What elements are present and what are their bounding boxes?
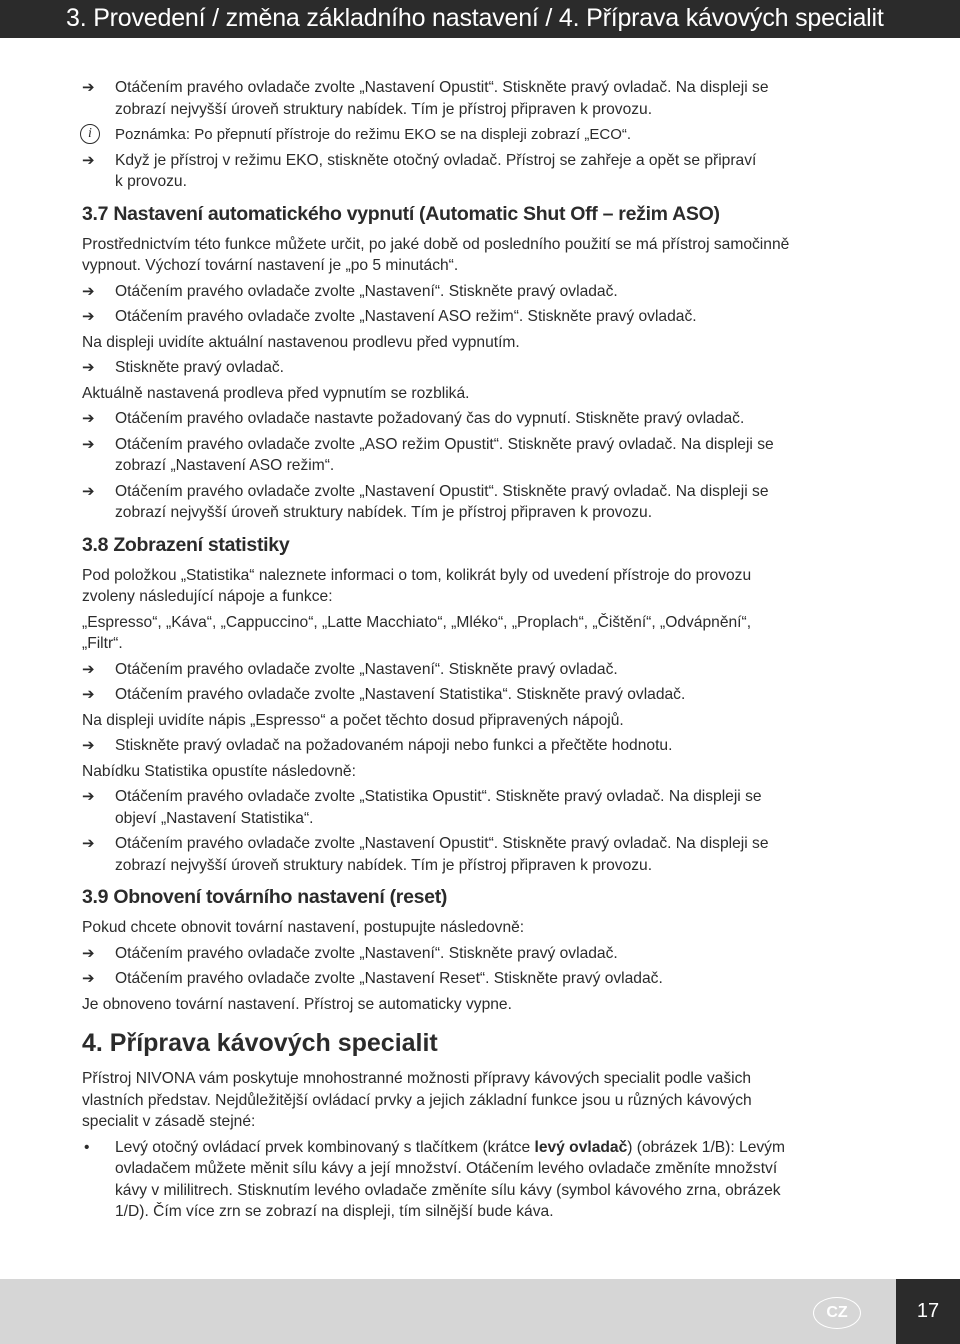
- page-content: [82, 77, 902, 1227]
- paragraph: Je obnoveno tovární nastavení. Přístroj se automaticky vypne.: [82, 995, 512, 1013]
- instruction-step: ➔ Otáčením pravého ovladače zvolte „Nastavení Reset“. Stiskněte pravý ovladač.: [82, 968, 902, 990]
- arrow-right-icon: ➔: [82, 659, 95, 678]
- arrow-right-icon: ➔: [82, 787, 95, 805]
- arrow-right-icon: ➔: [82, 434, 95, 453]
- arrow-right-icon: ➔: [82, 685, 95, 703]
- arrow-right-icon: ➔: [82, 78, 95, 96]
- arrow-right-icon: ➔: [82, 150, 95, 169]
- instruction-step: ➔ Otáčením pravého ovladače zvolte „Nastavení Statistika“. Stiskněte pravý ovladač.: [82, 684, 902, 706]
- instruction-step: ➔ Stiskněte pravý ovladač na požadovaném nápoji nebo funkci a přečtěte hodnotu.: [82, 735, 902, 757]
- chapter-heading-4: 4. Příprava kávových specialit: [82, 1029, 438, 1057]
- instruction-step: ➔ Otáčením pravého ovladače zvolte „Nastavení“. Stiskněte pravý ovladač.: [82, 281, 902, 303]
- arrow-right-icon: ➔: [82, 307, 95, 325]
- paragraph: Pokud chcete obnovit tovární nastavení, postupujte následovně:: [82, 919, 525, 936]
- page-footer: [0, 1279, 896, 1344]
- instruction-step: ➔ Otáčením pravého ovladače zvolte „Nastavení Opustit“. Stiskněte pravý ovladač. Na displeji se zobrazí nejvyšší úroveň struktury nabídek. Tím je přístroj připraven k provozu.: [82, 78, 769, 118]
- instruction-step: ➔ Otáčením pravého ovladače zvolte „Nastavení ASO režim“. Stiskněte pravý ovladač.: [82, 306, 902, 328]
- instruction-step: ➔ Otáčením pravého ovladače zvolte „Nastavení Opustit“. Stiskněte pravý ovladač. Na displeji se zobrazí nejvyšší úroveň struktury nabídek. Tím je přístroj připraven k provozu.: [82, 481, 769, 521]
- arrow-right-icon: ➔: [82, 969, 95, 987]
- info-icon: i: [80, 124, 100, 144]
- section-heading-3-9: 3.9 Obnovení továrního nastavení (reset): [82, 886, 448, 908]
- paragraph: Nabídku Statistika opustíte následovně:: [82, 762, 356, 780]
- arrow-right-icon: ➔: [82, 834, 95, 852]
- instruction-step: ➔ Otáčením pravého ovladače zvolte „Nastavení Opustit“. Stiskněte pravý ovladač. Na displeji se zobrazí nejvyšší úroveň struktury nabídek. Tím je přístroj připraven k provozu.: [82, 834, 769, 874]
- note: i Poznámka: Po přepnutí přístroje do režimu EKO se na displeji zobrazí „ECO“.: [82, 124, 902, 146]
- instruction-step: ➔ Stiskněte pravý ovladač.: [82, 357, 902, 379]
- arrow-right-icon: ➔: [82, 281, 95, 300]
- instruction-step: ➔ Otáčením pravého ovladače zvolte „Nastavení“. Stiskněte pravý ovladač.: [82, 659, 902, 681]
- paragraph: „Espresso“, „Káva“, „Cappuccino“, „Latte Macchiato“, „Mléko“, „Proplach“, „Čištění“, „Odvápnění“, „Filtr“.: [82, 613, 752, 652]
- arrow-right-icon: ➔: [82, 736, 95, 754]
- bold-term: levý ovladač: [534, 1138, 628, 1156]
- paragraph: Na displeji uvidíte nápis „Espresso“ a počet těchto dosud připravených nápojů.: [82, 711, 624, 729]
- paragraph: Přístroj NIVONA vám poskytuje mnohostranné možnosti přípravy kávových specialit podle vašich vlastních představ. Nejdůležitější ovládací prvky a jejich základní funkce jsou u různých kávových specialit v zásadě stejné:: [82, 1070, 752, 1130]
- paragraph: Pod položkou „Statistika“ naleznete informaci o tom, kolikrát byly od uvedení přístroje do provozu zvoleny následující nápoje a funkce:: [82, 566, 752, 605]
- arrow-right-icon: ➔: [82, 358, 95, 376]
- paragraph: Na displeji uvidíte aktuální nastavenou prodlevu před vypnutím.: [82, 333, 520, 351]
- paragraph: Prostřednictvím této funkce můžete určit, po jaké době od posledního použití se má přístroj samočinně vypnout. Výchozí tovární nastavení je „po 5 minutách“.: [82, 235, 790, 274]
- language-badge: CZ: [813, 1297, 861, 1329]
- paragraph: Aktuálně nastavená prodleva před vypnutím se rozbliká.: [82, 384, 470, 402]
- section-heading-3-7: 3.7 Nastavení automatického vypnutí (Automatic Shut Off – režim ASO): [82, 202, 720, 225]
- section-heading-3-8: 3.8 Zobrazení statistiky: [82, 533, 290, 556]
- arrow-right-icon: ➔: [82, 409, 95, 427]
- bullet-item: • Levý otočný ovládací prvek kombinovaný s tlačítkem (krátce levý ovladač) (obrázek 1/B): Levým ovladačem můžete měnit sílu kávy a její množství. Otáčením levého ovladače změníte množství kávy v mililitrech. Stisknutím levého ovladače změníte sílu kávy (symbol kávového zrna, obrázek 1/D). Čím více zrn se zobrazí na displeji, tím silnější bude káva.: [84, 1138, 785, 1220]
- header-title: 3. Provedení / změna základního nastavení / 4. Příprava kávových specialit: [66, 4, 884, 32]
- instruction-step: ➔ Otáčením pravého ovladače zvolte „Statistika Opustit“. Stiskněte pravý ovladač. Na displeji se objeví „Nastavení Statistika“.: [82, 787, 762, 827]
- arrow-right-icon: ➔: [82, 481, 95, 500]
- instruction-step: ➔ Otáčením pravého ovladače nastavte požadovaný čas do vypnutí. Stiskněte pravý ovladač.: [82, 408, 902, 430]
- page-header: [0, 0, 960, 38]
- instruction-step: ➔ Otáčením pravého ovladače zvolte „ASO režim Opustit“. Stiskněte pravý ovladač. Na displeji se zobrazí „Nastavení ASO režim“.: [82, 434, 774, 474]
- instruction-step: ➔ Otáčením pravého ovladače zvolte „Nastavení“. Stiskněte pravý ovladač.: [82, 943, 902, 965]
- bullet-icon: •: [84, 1138, 90, 1156]
- instruction-step: ➔ Když je přístroj v režimu EKO, stiskněte otočný ovladač. Přístroj se zahřeje a opět se připraví k provozu.: [82, 150, 757, 190]
- arrow-right-icon: ➔: [82, 943, 95, 962]
- page-number: 17: [896, 1279, 960, 1344]
